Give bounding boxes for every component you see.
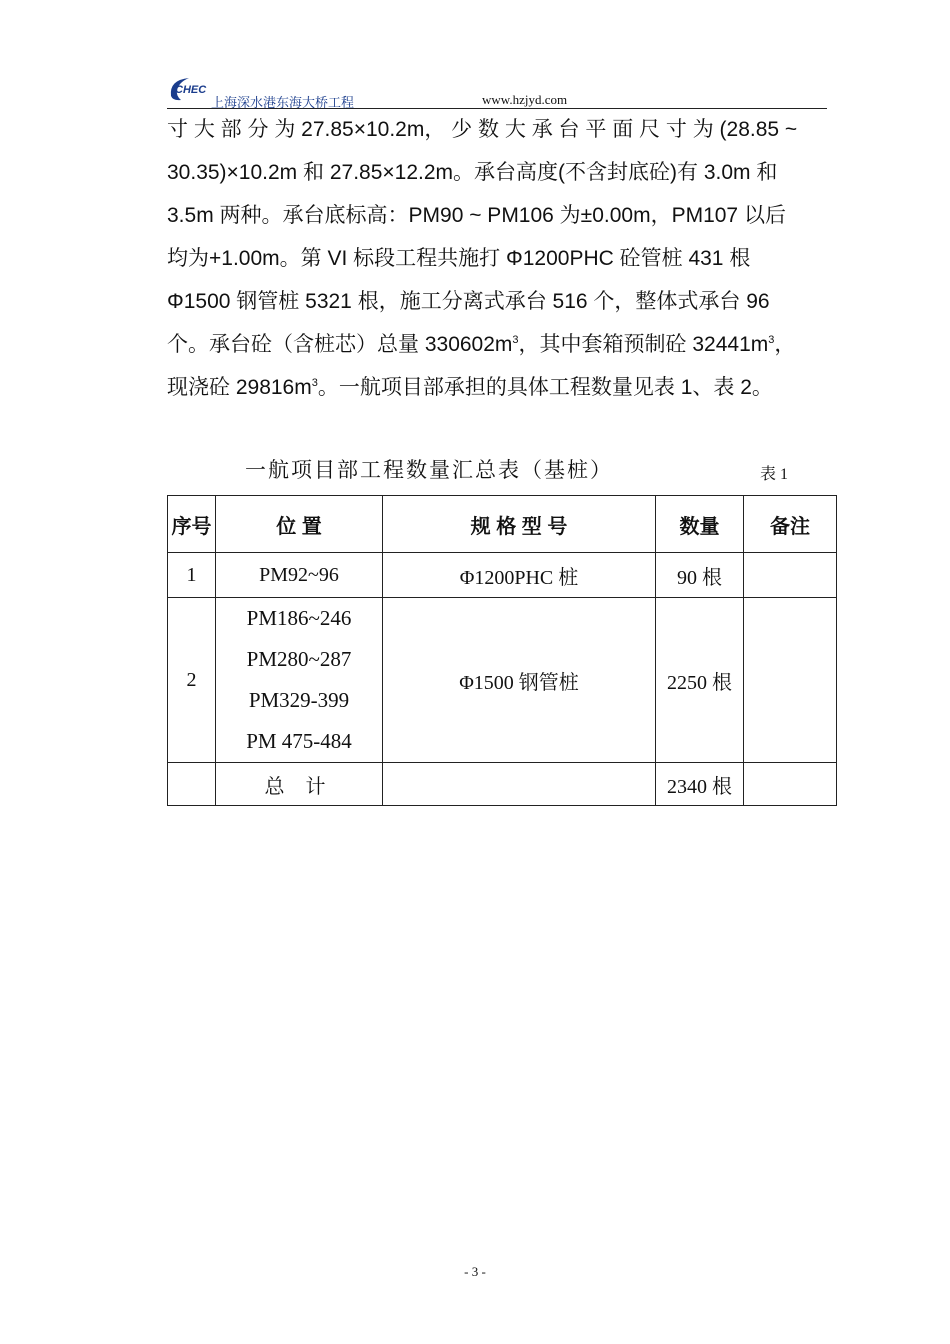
header-cell-qty: 数量: [656, 496, 744, 553]
cell-qty: 2250 根: [656, 598, 744, 763]
cell-location-list: [216, 598, 383, 763]
header-project-title: 上海深水港东海大桥工程: [211, 95, 355, 110]
table-header-row: [168, 496, 837, 553]
location-item: PM280~287: [246, 647, 352, 671]
header-url: www.hzjyd.com: [482, 92, 568, 107]
header-cell-remark: 备注: [744, 496, 837, 553]
cell-no: 1: [168, 553, 216, 598]
table-title: 一航项目部工程数量汇总表（基桩）: [245, 459, 613, 482]
table-total-row: [168, 763, 837, 806]
cell-spec: Φ1200PHC 桩: [383, 553, 656, 598]
quantity-table: [167, 495, 837, 806]
cell-remark: [744, 553, 837, 598]
body-line: 3.5m 两种。承台底标高：PM90 ~ PM106 为±0.00m，PM107 以后: [167, 204, 786, 227]
cell-total-label: 总 计: [216, 763, 383, 806]
body-line: 30.35)×10.2m 和 27.85×12.2m。承台高度(不含封底砼)有 3.0m 和: [167, 161, 778, 184]
cell-location: PM92~96: [216, 553, 383, 598]
header-cell-location: 位 置: [216, 496, 383, 553]
location-item: PM186~246: [246, 606, 352, 630]
header-cell-no: 序号: [168, 496, 216, 553]
cell-remark: [744, 763, 837, 806]
page-header: [167, 72, 827, 109]
page-number: - 3 -: [464, 1264, 486, 1279]
cell-total-qty: 2340 根: [656, 763, 744, 806]
cell-qty: 90 根: [656, 553, 744, 598]
location-item: PM 475-484: [246, 729, 352, 753]
table-row: [168, 598, 837, 763]
svg-text:CHEC: CHEC: [175, 84, 207, 96]
location-item: PM329-399: [248, 688, 350, 712]
body-line: 现浇砼 $29816m^3$。一航项目部承担的具体工程数量见表 1、表 2。: [167, 376, 773, 399]
cell-remark: [744, 598, 837, 763]
cell-spec: [383, 763, 656, 806]
body-line: 个。承台砼（含桩芯）总量 $330602m^3$，其中套箱预制砼 $32441m^3$，: [167, 333, 796, 356]
body-line: 均为+1.00m。第 VI 标段工程共施打 Φ1200PHC 砼管桩 431 根: [167, 247, 751, 270]
chec-logo-icon: [167, 74, 211, 104]
table-number: 表 1: [760, 466, 789, 483]
cell-spec: Φ1500 钢管桩: [383, 598, 656, 763]
table-row: [168, 553, 837, 598]
cell-no: [168, 763, 216, 806]
body-line: Φ1500 钢管桩 5321 根，施工分离式承台 516 个，整体式承台 96: [167, 290, 770, 313]
header-cell-spec: 规 格 型 号: [383, 496, 656, 553]
cell-no: 2: [168, 598, 216, 763]
body-line: 寸 大 部 分 为 27.85×10.2m， 少 数 大 承 台 平 面 尺 寸 为 (28.85 ~: [167, 118, 798, 141]
body-paragraph: [167, 108, 831, 409]
